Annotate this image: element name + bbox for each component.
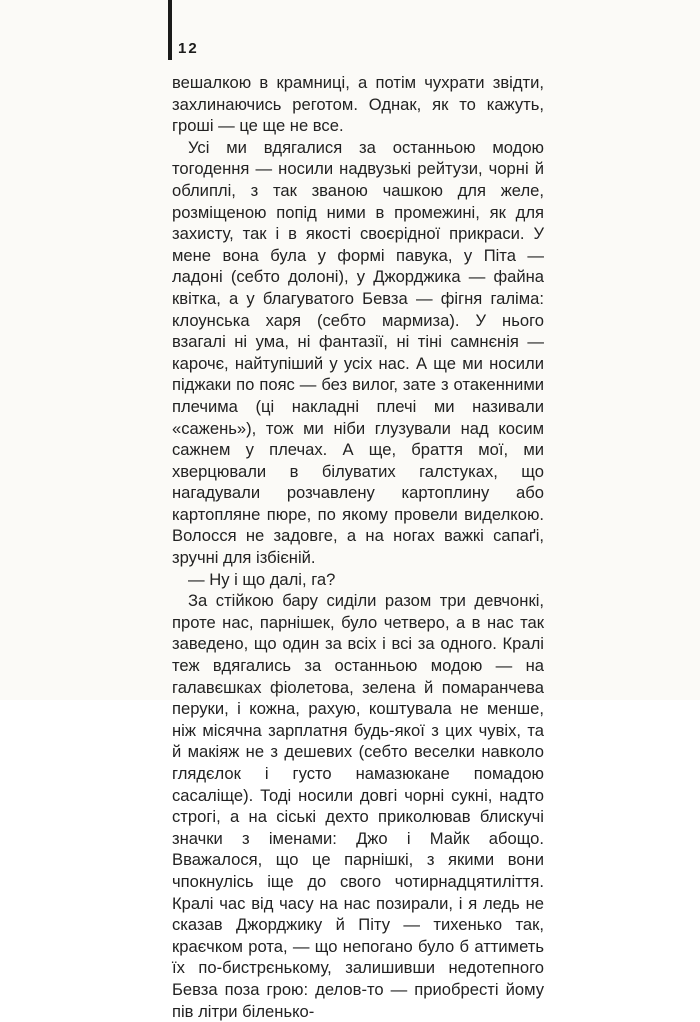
paragraph: Усі ми вдягалися за останньою модою тогодення — носили надвузькі рейтузи, чорні й облиплі, з так званою чашкою для желе, розміщеною попід ними в промежині, як для захисту, так і в якості своєрідної прикраси. У мене вона була у формі павука, у Піта — ладоні (себто долоні), у Джорджика — файна квітка, а у благуватого Бевза — фігня галіма: клоунська харя (себто мармиза). У нього взагалі ні ума, ні фантазії, ні тіні самнєнія — карочє, найтупіший у усіх нас. А ще ми носили піджаки по пояс — без вилог, зате з отакенними плечима (ці накладні плечі ми називали «сажень»), тож ми ніби глузували над косим сажнем у плечах. А ще, браття мої, ми хверцювали в білуватих галстуках, що нагадували розчавлену картоплину або картопляне пюре, по якому провели виделкою. Волосся не задовге, а на ногах важкі сапаґі, зручні для ізбієній. <box>172 137 544 568</box>
binding-edge-bar <box>168 0 172 60</box>
paragraph: — Ну і що далі, га? <box>188 569 336 589</box>
paragraph: За стійкою бару сиділи разом три девчонкі, проте нас, парнішек, було четверо, а в нас так заведено, що один за всіх і всі за одного. Кралі теж вдягались за останньою модою — на галавєшках фіолетова, зелена й помаранчева перуки, і кожна, рахую, коштувала не менше, ніж місячна зарплатня будь-якої з цих чувіх, та й макіяж не з дешевих (себто веселки навколо глядєлок і густо намазюкане помадою сасаліще). Тоді носили довгі чорні сукні, надто строгі, а на сіські дехто приколював блискучі значки з іменами: Джо і Майк абощо. Вважалося, що це парнішкі, з якими вони чпокнулісь іще до свого чотирнадцятиліття. Кралі час від часу на нас позирали, і я ледь не сказав Джорджику й Піту — тихенько так, краєчком рота, — що непогано було б аттиметь їх по-бистрєнькому, залишивши недотепного Бевза поза грою: делов-то — приобресті йому пів літри біленько- <box>172 591 544 1021</box>
paragraph: вешалкою в крамниці, а потім чухрати звідти, захлинаючись реготом. Однак, як то кажуть, гроші — це ще не все. <box>172 73 544 136</box>
body-text <box>172 72 544 1022</box>
page-number: 12 <box>178 40 199 57</box>
